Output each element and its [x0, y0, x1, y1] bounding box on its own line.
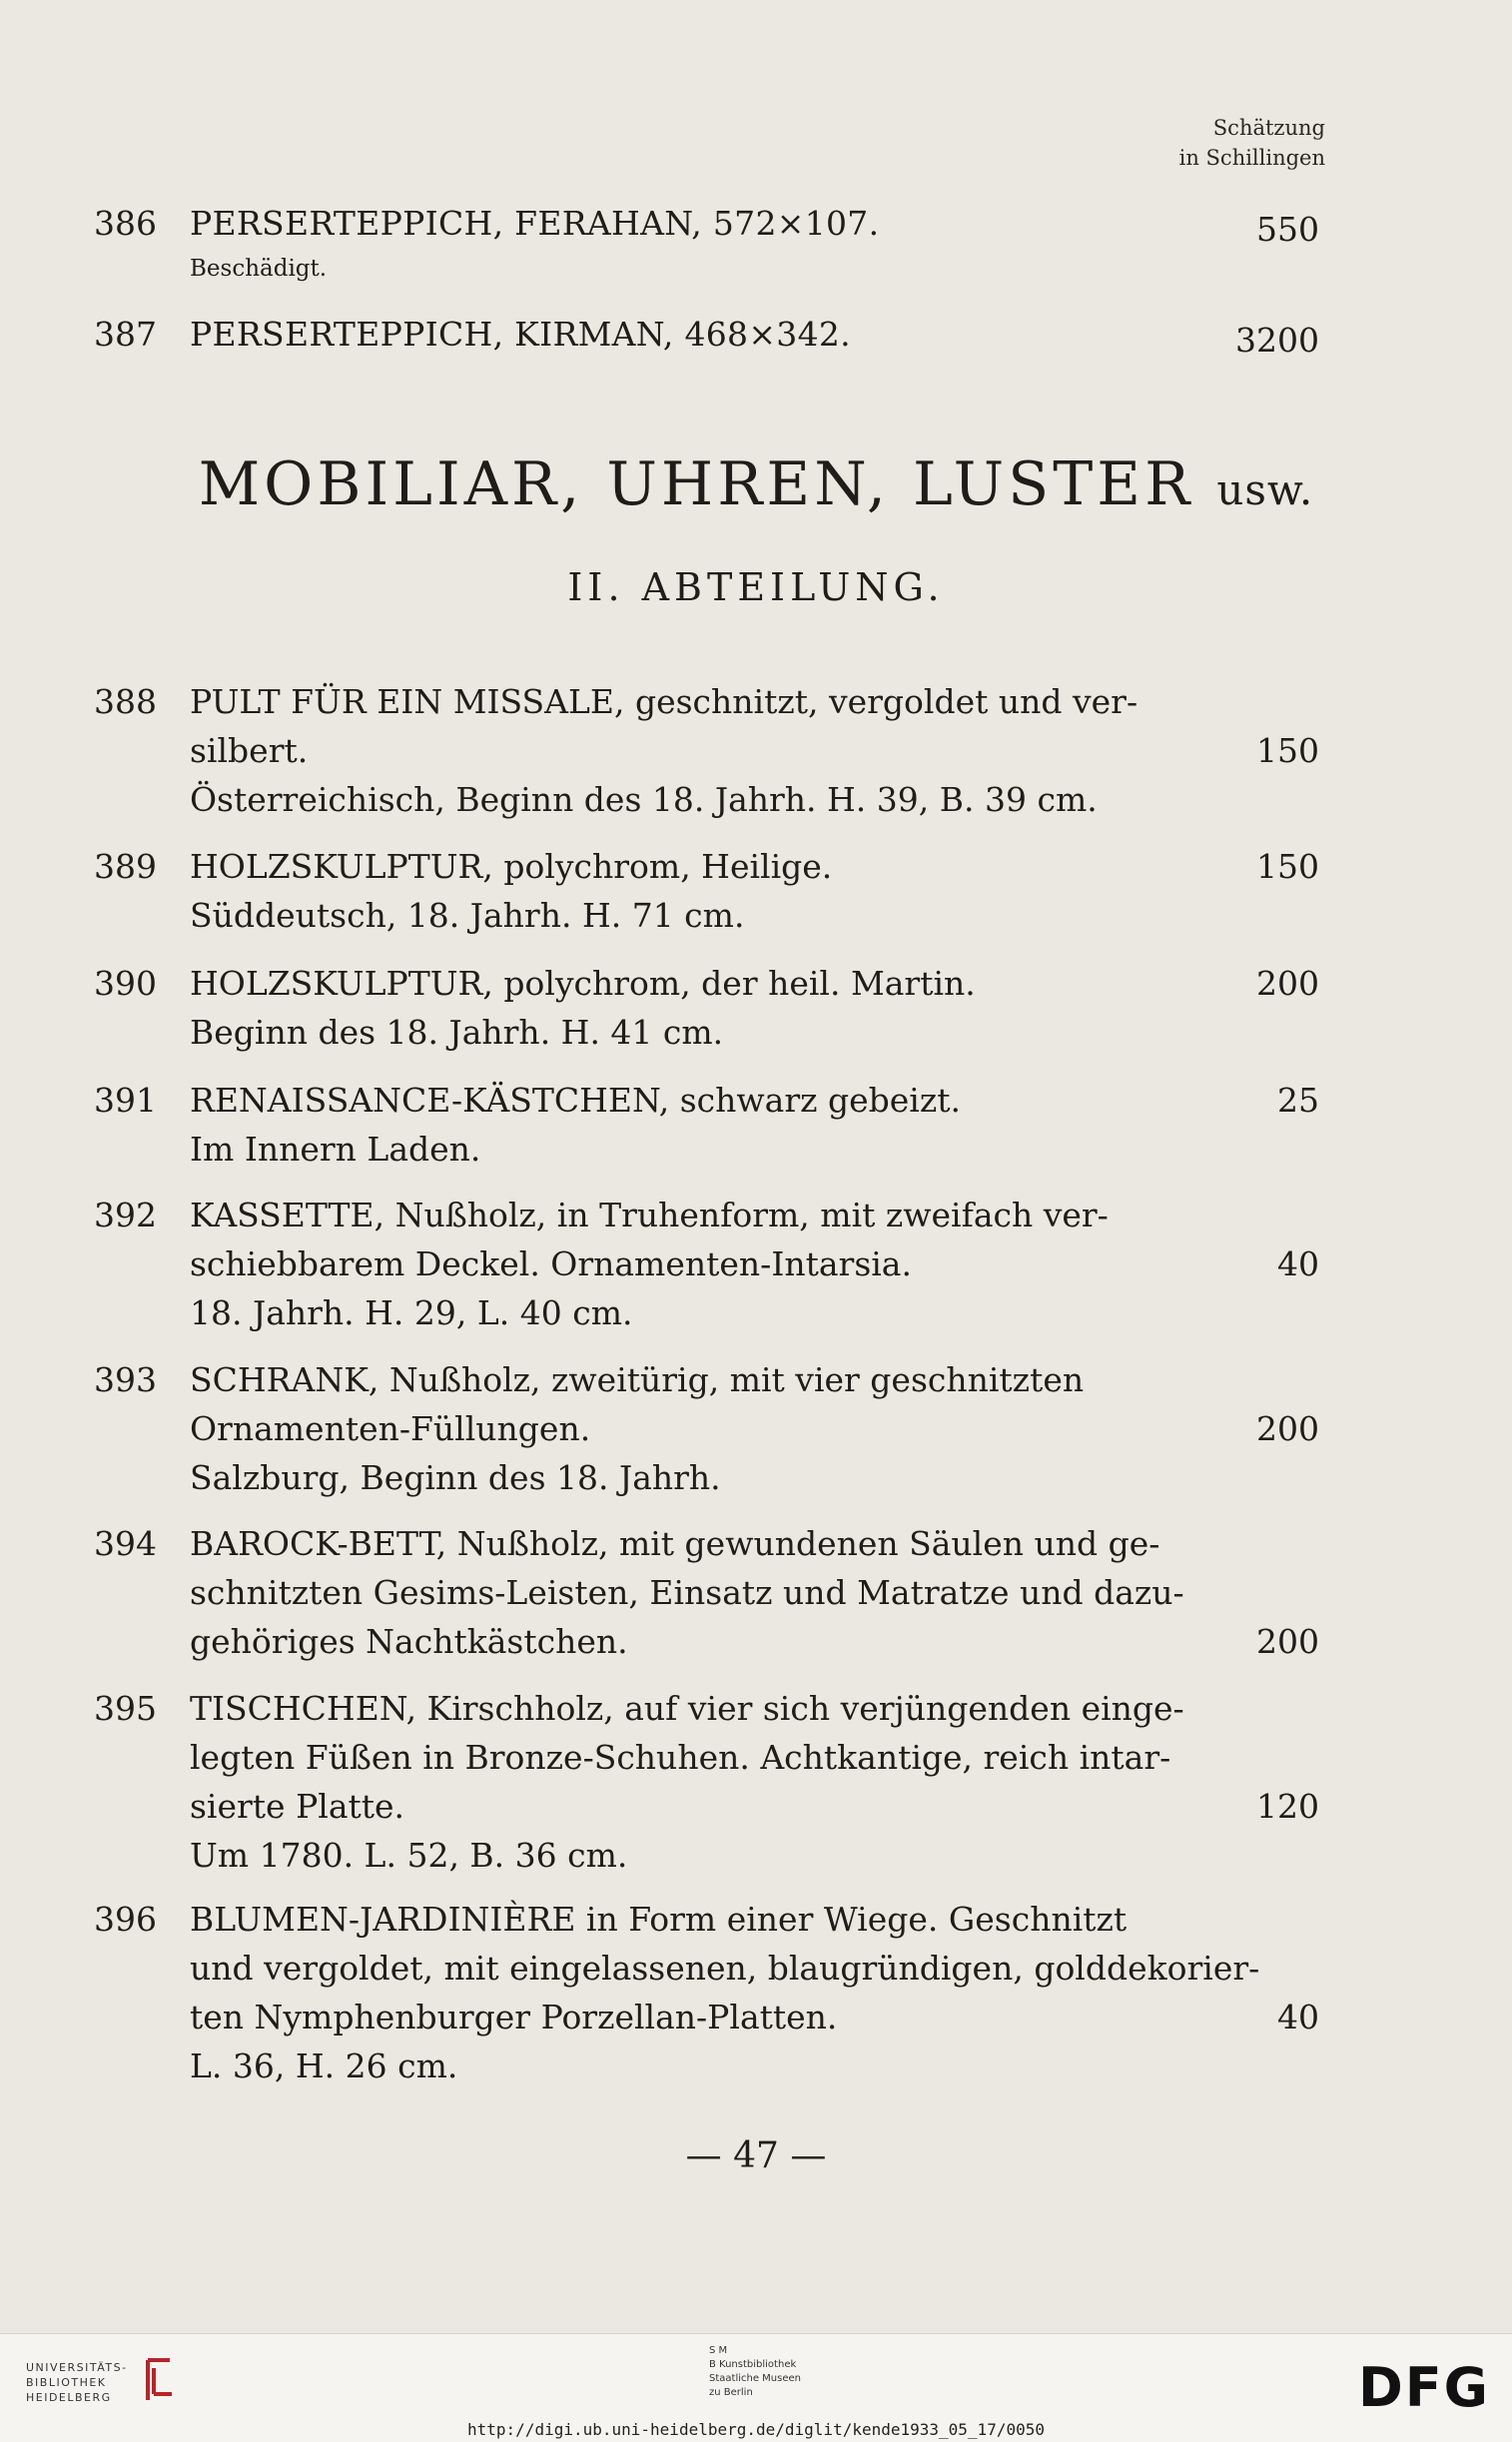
- lot-text-line: gehöriges Nachtkästchen.: [190, 1622, 628, 1661]
- kunstbibliothek-logo: [709, 2344, 801, 2400]
- lot-text-line: PULT FÜR EIN MISSALE, geschnitzt, vergoldet und ver-: [190, 682, 1138, 721]
- kunstbibliothek-logo-line: zu Berlin: [709, 2387, 753, 2398]
- estimate-header-line: in Schillingen: [1178, 146, 1325, 170]
- lot-text-line: schnitzten Gesims-Leisten, Einsatz und Matratze und dazu-: [190, 1573, 1184, 1612]
- uni-logo-line: UNIVERSITÄTS-: [26, 2361, 128, 2374]
- lot-note: Beschädigt.: [190, 256, 328, 282]
- lot-number: 393: [94, 1360, 157, 1399]
- lot-title: PERSERTEPPICH, FERAHAN, 572×107.: [190, 204, 880, 243]
- lot-text-line: Salzburg, Beginn des 18. Jahrh.: [190, 1458, 721, 1497]
- lot-title: PERSERTEPPICH, KIRMAN, 468×342.: [190, 315, 851, 354]
- kunstbibliothek-logo-line: B Kunstbibliothek: [709, 2359, 797, 2370]
- lot-number: 391: [94, 1081, 157, 1120]
- lot-text-line: und vergoldet, mit eingelassenen, blaugründigen, golddekorier-: [190, 1949, 1260, 1988]
- lot-number: 387: [94, 315, 157, 354]
- lot-number: 394: [94, 1524, 157, 1563]
- estimate-header-line: Schätzung: [1212, 116, 1325, 140]
- page-number: — 47 —: [685, 2135, 827, 2176]
- lot-text-line: RENAISSANCE-KÄSTCHEN, schwarz gebeizt.: [190, 1081, 961, 1120]
- uni-logo-line: BIBLIOTHEK: [26, 2376, 107, 2389]
- lot-text-line: HOLZSKULPTUR, polychrom, der heil. Martin.: [190, 964, 976, 1003]
- lot-text-line: BAROCK-BETT, Nußholz, mit gewundenen Säulen und ge-: [190, 1524, 1160, 1563]
- lot-text-line: KASSETTE, Nußholz, in Truhenform, mit zweifach ver-: [190, 1196, 1109, 1234]
- lot-price: 25: [1277, 1081, 1319, 1120]
- section-heading: [0, 449, 1512, 519]
- lot-text-line: schiebbarem Deckel. Ornamenten-Intarsia.: [190, 1244, 912, 1283]
- lot-text-line: Beginn des 18. Jahrh. H. 41 cm.: [190, 1013, 724, 1052]
- lot-text-line: silbert.: [190, 731, 309, 770]
- section-subheading: II. ABTEILUNG.: [567, 565, 945, 609]
- lot-price: 3200: [1235, 321, 1319, 360]
- lot-text-line: legten Füßen in Bronze-Schuhen. Achtkantige, reich intar-: [190, 1738, 1171, 1777]
- lot-text-line: Süddeutsch, 18. Jahrh. H. 71 cm.: [190, 896, 745, 935]
- library-crest-icon: [140, 2354, 180, 2406]
- lot-number: 396: [94, 1900, 157, 1939]
- lot-number: 388: [94, 682, 157, 721]
- lot-text-line: SCHRANK, Nußholz, zweitürig, mit vier geschnitzten: [190, 1360, 1085, 1399]
- lot-price: 150: [1256, 847, 1319, 886]
- lot-number: 390: [94, 964, 157, 1003]
- lot-price: 550: [1256, 210, 1319, 249]
- lot-number: 389: [94, 847, 157, 886]
- uni-logo-line: HEIDELBERG: [26, 2391, 112, 2404]
- lot-price: 40: [1277, 1998, 1319, 2036]
- lot-price: 40: [1277, 1244, 1319, 1283]
- lot-text-line: sierte Platte.: [190, 1787, 405, 1826]
- lot-text-line: Österreichisch, Beginn des 18. Jahrh. H. 39, B. 39 cm.: [190, 780, 1098, 819]
- lot-price: 200: [1256, 1622, 1319, 1661]
- digitization-footer: [0, 2333, 1512, 2442]
- lot-price: 200: [1256, 964, 1319, 1003]
- estimate-column-header: [1179, 113, 1325, 173]
- section-title-suffix: usw.: [1216, 465, 1314, 514]
- lot-text-line: Im Innern Laden.: [190, 1130, 481, 1169]
- lot-text-line: Ornamenten-Füllungen.: [190, 1409, 591, 1448]
- lot-price: 120: [1256, 1787, 1319, 1826]
- dfg-logo[interactable]: DFG: [1357, 2356, 1490, 2419]
- lot-price: 200: [1256, 1409, 1319, 1448]
- lot-price: 150: [1256, 731, 1319, 770]
- lot-text-line: BLUMEN-JARDINIÈRE in Form einer Wiege. Geschnitzt: [190, 1900, 1128, 1939]
- lot-text-line: Um 1780. L. 52, B. 36 cm.: [190, 1836, 628, 1875]
- lot-number: 392: [94, 1196, 157, 1234]
- lot-text-line: ten Nymphenburger Porzellan-Platten.: [190, 1998, 838, 2036]
- university-library-logo[interactable]: [26, 2360, 128, 2405]
- lot-text-line: HOLZSKULPTUR, polychrom, Heilige.: [190, 847, 833, 886]
- kunstbibliothek-logo-line: S M: [709, 2345, 728, 2356]
- lot-number: 395: [94, 1689, 157, 1728]
- lot-number: 386: [94, 204, 157, 243]
- lot-text-line: TISCHCHEN, Kirschholz, auf vier sich verjüngenden einge-: [190, 1689, 1184, 1728]
- section-title: MOBILIAR, UHREN, LUSTER: [198, 449, 1194, 519]
- kunstbibliothek-logo-line: Staatliche Museen: [709, 2373, 801, 2384]
- lot-text-line: 18. Jahrh. H. 29, L. 40 cm.: [190, 1293, 633, 1332]
- permalink-url[interactable]: http://digi.ub.uni-heidelberg.de/diglit/kende1933_05_17/0050: [467, 2420, 1045, 2439]
- lot-text-line: L. 36, H. 26 cm.: [190, 2046, 458, 2085]
